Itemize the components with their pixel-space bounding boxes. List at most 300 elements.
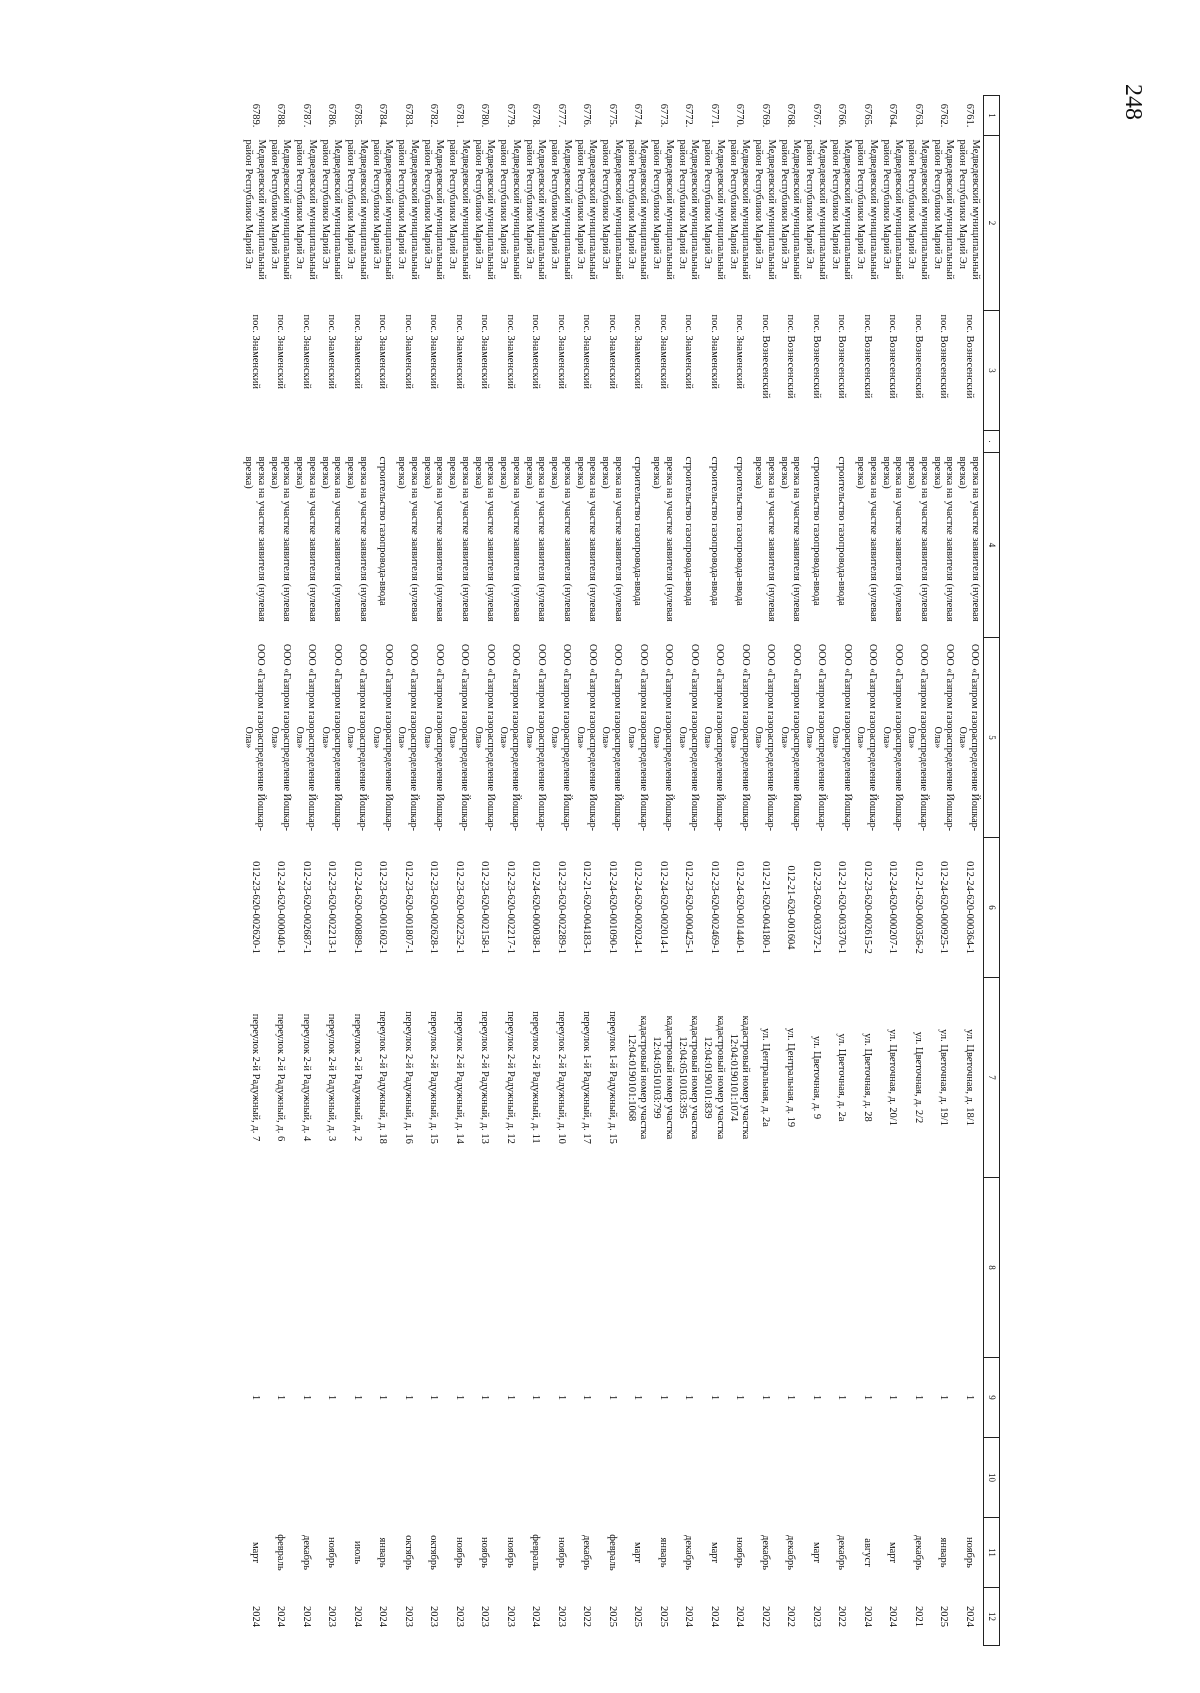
work-type-cell: врезка на участке заявителя (нулевая врезка) xyxy=(778,456,803,622)
table-row xyxy=(318,96,344,1646)
application-code-cell: 012-23-620-002687-1 xyxy=(300,861,312,954)
application-code-cell: 012-24-620-000207-1 xyxy=(887,861,899,954)
month-cell: март xyxy=(632,1542,644,1563)
settlement-cell: пос. Вознесенский xyxy=(938,314,950,399)
column-10-cell xyxy=(828,1438,854,1518)
year-cell: 2025 xyxy=(938,1606,950,1627)
column-10-cell xyxy=(777,1438,803,1518)
row-number: 6782. xyxy=(428,103,440,128)
application-code-cell: 012-23-620-002217-1 xyxy=(504,861,516,954)
district-cell: Медведевский муниципальный район Республики Марий Эл xyxy=(906,139,930,280)
row-number: 6773. xyxy=(657,103,669,128)
header-cell-1: 1 xyxy=(984,96,1000,136)
application-code-cell: 012-24-620-000040-1 xyxy=(275,861,287,954)
address-cell: переулок 2-й Радужный, д. 15 xyxy=(428,1011,440,1144)
address-cell: переулок 2-й Радужный, д. 16 xyxy=(402,1011,414,1144)
spacer-cell xyxy=(293,431,319,453)
spacer-cell xyxy=(599,431,625,453)
address-cell: переулок 1-й Радужный, д. 17 xyxy=(581,1011,593,1144)
organization-cell: ООО «Газпром газораспределение Йошкар-Ола» xyxy=(651,643,675,832)
work-type-cell: строительство газопровода-ввода xyxy=(683,456,695,606)
year-cell: 2025 xyxy=(632,1606,644,1627)
application-code-cell: 012-23-620-003372-1 xyxy=(810,861,822,954)
column-8-cell xyxy=(471,1178,497,1358)
column-10-cell xyxy=(854,1438,880,1518)
district-cell: Медведевский муниципальный район Республики Марий Эл xyxy=(574,139,599,280)
address-cell: кадастровый номер участка 12:04:0510103:395 xyxy=(676,1015,701,1140)
settlement-cell: пос. Знаменский xyxy=(683,314,695,390)
address-cell: ул. Цветочная, д. 18/1 xyxy=(963,1029,975,1126)
spacer-cell xyxy=(879,431,905,453)
spacer-cell xyxy=(267,431,293,453)
column-8-cell xyxy=(803,1178,829,1358)
column-8-cell xyxy=(777,1178,803,1358)
address-cell: переулок 2-й Радужный, д. 18 xyxy=(377,1011,389,1144)
count-cell: 1 xyxy=(938,1394,950,1401)
address-cell: ул. Цветочная, д. 2а xyxy=(836,1033,848,1122)
count-cell: 1 xyxy=(504,1394,516,1401)
district-cell: Медведевский муниципальный район Республики Марий Эл xyxy=(778,139,803,280)
count-cell: 1 xyxy=(606,1394,618,1401)
row-number: 6786. xyxy=(326,103,338,128)
organization-cell: ООО «Газпром газораспределение Йошкар-Ола» xyxy=(727,643,751,832)
header-cell-5: 5 xyxy=(984,638,1000,838)
application-code-cell: 012-23-620-000425-1 xyxy=(683,861,695,954)
application-code-cell: 012-24-620-000038-1 xyxy=(530,861,542,954)
table-row xyxy=(599,96,625,1646)
table-body xyxy=(242,96,984,1646)
work-type-cell: строительство газопровода-ввода xyxy=(734,456,746,606)
count-cell: 1 xyxy=(351,1394,363,1401)
district-cell: Медведевский муниципальный район Республики Марий Эл xyxy=(549,139,573,280)
organization-cell: ООО «Газпром газораспределение Йошкар-Ола» xyxy=(931,643,955,832)
column-8-cell xyxy=(905,1178,931,1358)
year-cell: 2024 xyxy=(963,1606,975,1627)
header-cell-11: 11 xyxy=(984,1518,1000,1588)
year-cell: 2024 xyxy=(300,1606,312,1627)
row-number: 6783. xyxy=(402,103,414,128)
column-8-cell xyxy=(318,1178,344,1358)
district-cell: Медведевский муниципальный район Республики Марий Эл xyxy=(804,139,828,280)
application-code-cell: 012-23-620-002158-1 xyxy=(479,861,491,954)
spacer-cell xyxy=(369,431,395,453)
work-type-cell: врезка на участке заявителя (нулевая врезка) xyxy=(319,456,344,622)
table-row xyxy=(777,96,803,1646)
work-type-cell: врезка на участке заявителя (нулевая врезка) xyxy=(957,456,981,622)
district-cell: Медведевский муниципальный район Республики Марий Эл xyxy=(600,139,624,280)
work-type-cell: строительство газопровода-ввода xyxy=(377,456,389,606)
work-type-cell: врезка на участке заявителя (нулевая врезка) xyxy=(906,456,930,622)
row-number: 6785. xyxy=(351,103,363,128)
application-code-cell: 012-24-620-001440-1 xyxy=(734,861,746,954)
year-cell: 2022 xyxy=(581,1606,593,1627)
year-cell: 2023 xyxy=(326,1606,338,1627)
settlement-cell: пос. Знаменский xyxy=(402,314,414,390)
year-cell: 2023 xyxy=(810,1606,822,1627)
address-cell: переулок 2-й Радужный, д. 14 xyxy=(453,1011,465,1144)
settlement-cell: пос. Знаменский xyxy=(377,314,389,390)
settlement-cell: пос. Знаменский xyxy=(581,314,593,390)
column-10-cell xyxy=(650,1438,676,1518)
row-number: 6775. xyxy=(606,103,618,128)
address-cell: переулок 2-й Радужный, д. 12 xyxy=(504,1011,516,1144)
year-cell: 2023 xyxy=(555,1606,567,1627)
year-cell: 2023 xyxy=(453,1606,465,1627)
address-cell: кадастровый номер участка 12:04:0510103:799 xyxy=(651,1015,675,1140)
district-cell: Медведевский муниципальный район Республики Марий Эл xyxy=(370,139,395,280)
row-number: 6761. xyxy=(963,103,975,128)
application-code-cell: 012-23-620-001807-1 xyxy=(402,861,414,954)
settlement-cell: пос. Вознесенский xyxy=(836,314,848,399)
column-8-cell xyxy=(293,1178,319,1358)
column-8-cell xyxy=(726,1178,752,1358)
organization-cell: ООО «Газпром газораспределение Йошкар-Ола» xyxy=(676,643,700,832)
column-8-cell xyxy=(854,1178,880,1358)
row-number: 6780. xyxy=(479,103,491,128)
row-number: 6764. xyxy=(887,103,899,128)
settlement-cell: пос. Знаменский xyxy=(657,314,669,390)
count-cell: 1 xyxy=(555,1394,567,1401)
column-10-cell xyxy=(726,1438,752,1518)
settlement-cell: пос. Знаменский xyxy=(428,314,440,390)
count-cell: 1 xyxy=(708,1394,720,1401)
settlement-cell: пос. Знаменский xyxy=(300,314,312,390)
row-number: 6778. xyxy=(530,103,542,128)
month-cell: март xyxy=(810,1542,822,1563)
address-cell: кадастровый номер участка 12:04:0190101:1068 xyxy=(625,1015,650,1140)
table-row xyxy=(242,96,268,1646)
work-type-cell: врезка на участке заявителя (нулевая врезка) xyxy=(294,456,318,622)
column-8-cell xyxy=(548,1178,574,1358)
work-type-cell: врезка на участке заявителя (нулевая врезка) xyxy=(855,456,879,622)
spacer-cell xyxy=(548,431,574,453)
row-number: 6787. xyxy=(300,103,312,128)
organization-cell: ООО «Газпром газораспределение Йошкар-Ола» xyxy=(421,643,445,832)
address-cell: переулок 2-й Радужный, д. 7 xyxy=(249,1013,261,1142)
district-cell: Медведевский муниципальный район Республики Марий Эл xyxy=(753,139,777,280)
work-type-cell: врезка на участке заявителя (нулевая врезка) xyxy=(753,456,777,622)
column-8-cell xyxy=(650,1178,676,1358)
address-cell: ул. Цветочная, д. 2/2 xyxy=(912,1031,924,1124)
address-cell: переулок 2-й Радужный, д. 4 xyxy=(300,1013,312,1142)
settlement-cell: пос. Знаменский xyxy=(275,314,287,390)
month-cell: ноябрь xyxy=(963,1537,975,1568)
year-cell: 2025 xyxy=(606,1606,618,1627)
organization-cell: ООО «Газпром газораспределение Йошкар-Ола» xyxy=(574,643,598,832)
settlement-cell: пос. Вознесенский xyxy=(963,314,975,399)
work-type-cell: врезка на участке заявителя (нулевая врезка) xyxy=(651,456,675,622)
column-10-cell xyxy=(471,1438,497,1518)
count-cell: 1 xyxy=(657,1394,669,1401)
count-cell: 1 xyxy=(402,1394,414,1401)
header-cell-12: 12 xyxy=(984,1588,1000,1646)
row-number: 6771. xyxy=(708,103,720,128)
column-10-cell xyxy=(395,1438,421,1518)
district-cell: Медведевский муниципальный район Республики Марий Эл xyxy=(727,139,752,280)
year-cell: 2024 xyxy=(275,1606,287,1627)
month-cell: январь xyxy=(657,1537,669,1568)
year-cell: 2023 xyxy=(479,1606,491,1627)
column-10-cell xyxy=(318,1438,344,1518)
spacer-cell xyxy=(701,431,727,453)
month-cell: февраль xyxy=(606,1534,618,1571)
district-cell: Медведевский муниципальный район Республики Марий Эл xyxy=(421,139,446,280)
month-cell: январь xyxy=(938,1537,950,1568)
organization-cell: ООО «Газпром газораспределение Йошкар-Ола» xyxy=(294,643,318,832)
district-cell: Медведевский муниципальный район Республики Марий Эл xyxy=(829,139,854,280)
organization-cell: ООО «Газпром газораспределение Йошкар-Ола» xyxy=(778,643,802,832)
work-type-cell: строительство газопровода-ввода xyxy=(810,456,822,606)
district-cell: Медведевский муниципальный район Республики Марий Эл xyxy=(396,139,420,280)
month-cell: март xyxy=(249,1542,261,1563)
spacer-cell xyxy=(573,431,599,453)
month-cell: декабрь xyxy=(300,1535,312,1570)
settlement-cell: пос. Знаменский xyxy=(708,314,720,390)
year-cell: 2024 xyxy=(249,1606,261,1627)
row-number: 6774. xyxy=(632,103,644,128)
column-10-cell xyxy=(497,1438,523,1518)
spacer-cell xyxy=(650,431,676,453)
count-cell: 1 xyxy=(453,1394,465,1401)
spacer-cell xyxy=(854,431,880,453)
count-cell: 1 xyxy=(963,1394,975,1401)
year-cell: 2024 xyxy=(377,1606,389,1627)
spacer-cell xyxy=(675,431,701,453)
row-number: 6765. xyxy=(861,103,873,128)
month-cell: ноябрь xyxy=(504,1537,516,1568)
work-type-cell: врезка на участке заявителя (нулевая врезка) xyxy=(600,456,624,622)
district-cell: Медведевский муниципальный район Республики Марий Эл xyxy=(676,139,701,280)
work-type-cell: врезка на участке заявителя (нулевая врезка) xyxy=(421,456,446,622)
table-row xyxy=(420,96,446,1646)
application-code-cell: 012-24-620-000364-1 xyxy=(963,861,975,954)
column-10-cell xyxy=(701,1438,727,1518)
month-cell: октябрь xyxy=(402,1535,414,1570)
row-number: 6770. xyxy=(734,103,746,128)
work-type-cell: врезка на участке заявителя (нулевая врезка) xyxy=(268,456,293,622)
column-10-cell xyxy=(267,1438,293,1518)
header-cell-dot: . xyxy=(984,431,1000,453)
settlement-cell: пос. Знаменский xyxy=(530,314,542,390)
district-cell: Медведевский муниципальный район Республики Марий Эл xyxy=(319,139,344,280)
row-number: 6763. xyxy=(912,103,924,128)
table-row xyxy=(573,96,599,1646)
organization-cell: ООО «Газпром газораспределение Йошкар-Ола» xyxy=(472,643,496,832)
table-row xyxy=(497,96,523,1646)
header-cell-4: 4 xyxy=(984,453,1000,638)
column-10-cell xyxy=(446,1438,472,1518)
application-code-cell: 012-23-620-002213-1 xyxy=(326,861,338,954)
address-cell: переулок 2-й Радужный, д. 3 xyxy=(326,1013,338,1142)
spacer-cell xyxy=(318,431,344,453)
month-cell: декабрь xyxy=(581,1535,593,1570)
settlement-cell: пос. Вознесенский xyxy=(887,314,899,399)
organization-cell: ООО «Газпром газораспределение Йошкар-Ола» xyxy=(319,643,343,832)
row-number: 6768. xyxy=(785,103,797,128)
month-cell: октябрь xyxy=(428,1535,440,1570)
application-code-cell: 012-21-620-001604 xyxy=(785,865,797,950)
year-cell: 2022 xyxy=(785,1606,797,1627)
organization-cell: ООО «Газпром газораспределение Йошкар-Ола» xyxy=(804,643,828,832)
organization-cell: ООО «Газпром газораспределение Йошкар-Ола» xyxy=(957,643,981,832)
table-row xyxy=(344,96,370,1646)
column-8-cell xyxy=(344,1178,370,1358)
count-cell: 1 xyxy=(683,1394,695,1401)
month-cell: ноябрь xyxy=(479,1537,491,1568)
count-cell: 1 xyxy=(581,1394,593,1401)
work-type-cell: врезка на участке заявителя (нулевая врезка) xyxy=(472,456,497,622)
count-cell: 1 xyxy=(428,1394,440,1401)
application-code-cell: 012-24-620-001090-1 xyxy=(606,861,618,954)
month-cell: декабрь xyxy=(912,1535,924,1570)
organization-cell: ООО «Газпром газораспределение Йошкар-Ола» xyxy=(268,643,292,832)
work-type-cell: врезка на участке заявителя (нулевая врезка) xyxy=(523,456,548,622)
table-row xyxy=(675,96,701,1646)
count-cell: 1 xyxy=(912,1394,924,1401)
district-cell: Медведевский муниципальный район Республики Марий Эл xyxy=(523,139,548,280)
organization-cell: ООО «Газпром газораспределение Йошкар-Ола» xyxy=(625,643,649,832)
rotated-page-content xyxy=(200,95,1000,1645)
application-code-cell: 012-23-620-002289-1 xyxy=(555,861,567,954)
settlement-cell: пос. Знаменский xyxy=(249,314,261,390)
application-code-cell: 012-23-620-002628-1 xyxy=(428,861,440,954)
settlement-cell: пос. Вознесенский xyxy=(861,314,873,399)
month-cell: март xyxy=(887,1542,899,1563)
column-10-cell xyxy=(548,1438,574,1518)
table-row xyxy=(701,96,727,1646)
table-row xyxy=(650,96,676,1646)
address-cell: кадастровый номер участка 12:04:0190101:839 xyxy=(702,1015,726,1140)
table-row xyxy=(369,96,395,1646)
month-cell: февраль xyxy=(275,1534,287,1571)
district-cell: Медведевский муниципальный район Республики Марий Эл xyxy=(472,139,497,280)
application-code-cell: 012-24-620-002014-1 xyxy=(657,861,669,954)
application-code-cell: 012-23-620-002469-1 xyxy=(708,861,720,954)
organization-cell: ООО «Газпром газораспределение Йошкар-Ола» xyxy=(702,643,726,832)
table-row xyxy=(956,96,984,1646)
address-cell: кадастровый номер участка 12:04:0190101:1074 xyxy=(727,1015,752,1140)
header-cell-9: 9 xyxy=(984,1358,1000,1438)
table-row xyxy=(522,96,548,1646)
month-cell: ноябрь xyxy=(453,1537,465,1568)
table-row xyxy=(803,96,829,1646)
column-10-cell xyxy=(293,1438,319,1518)
column-10-cell xyxy=(242,1438,268,1518)
column-8-cell xyxy=(497,1178,523,1358)
settlement-cell: пос. Знаменский xyxy=(606,314,618,390)
column-8-cell xyxy=(242,1178,268,1358)
count-cell: 1 xyxy=(785,1394,797,1401)
application-code-cell: 012-23-620-002620-1 xyxy=(249,861,261,954)
count-cell: 1 xyxy=(836,1394,848,1401)
application-code-cell: 012-21-620-004183-1 xyxy=(581,861,593,954)
spacer-cell xyxy=(242,431,268,453)
table-row xyxy=(548,96,574,1646)
application-code-cell: 012-23-620-002615-2 xyxy=(861,861,873,954)
column-8-cell xyxy=(752,1178,778,1358)
work-type-cell: строительство газопровода-ввода xyxy=(632,456,644,606)
month-cell: ноябрь xyxy=(326,1537,338,1568)
address-cell: переулок 1-й Радужный, д. 15 xyxy=(606,1011,618,1144)
organization-cell: ООО «Газпром газораспределение Йошкар-Ола» xyxy=(370,643,394,832)
work-type-cell: врезка на участке заявителя (нулевая врезка) xyxy=(243,456,267,622)
work-type-cell: врезка на участке заявителя (нулевая врезка) xyxy=(574,456,599,622)
district-cell: Медведевский муниципальный район Республики Марий Эл xyxy=(243,139,267,280)
table-row xyxy=(905,96,931,1646)
settlement-cell: пос. Знаменский xyxy=(555,314,567,390)
table-row xyxy=(293,96,319,1646)
spacer-cell xyxy=(905,431,931,453)
organization-cell: ООО «Газпром газораспределение Йошкар-Ола» xyxy=(243,643,267,832)
address-cell: переулок 2-й Радужный, д. 6 xyxy=(275,1013,287,1142)
district-cell: Медведевский муниципальный район Республики Марий Эл xyxy=(880,139,905,280)
settlement-cell: пос. Знаменский xyxy=(734,314,746,390)
header-cell-7: 7 xyxy=(984,978,1000,1178)
settlement-cell: пос. Вознесенский xyxy=(785,314,797,399)
organization-cell: ООО «Газпром газораспределение Йошкар-Ола» xyxy=(447,643,471,832)
column-10-cell xyxy=(624,1438,650,1518)
settlement-cell: пос. Знаменский xyxy=(504,314,516,390)
table-row xyxy=(930,96,956,1646)
work-type-cell: врезка на участке заявителя (нулевая врезка) xyxy=(396,456,420,622)
year-cell: 2024 xyxy=(351,1606,363,1627)
spacer-cell xyxy=(956,431,984,453)
column-10-cell xyxy=(752,1438,778,1518)
row-number: 6779. xyxy=(504,103,516,128)
settlement-cell: пос. Знаменский xyxy=(632,314,644,390)
column-8-cell xyxy=(446,1178,472,1358)
spacer-cell xyxy=(344,431,370,453)
address-cell: переулок 2-й Радужный, д. 2 xyxy=(351,1013,363,1142)
address-cell: переулок 2-й Радужный, д. 11 xyxy=(530,1011,542,1144)
month-cell: август xyxy=(861,1538,873,1567)
header-row xyxy=(984,96,1000,1646)
district-cell: Медведевский муниципальный район Республики Марий Эл xyxy=(625,139,650,280)
column-8-cell xyxy=(369,1178,395,1358)
spacer-cell xyxy=(624,431,650,453)
district-cell: Медведевский муниципальный район Республики Марий Эл xyxy=(268,139,293,280)
month-cell: декабрь xyxy=(683,1535,695,1570)
address-cell: переулок 2-й Радужный, д. 10 xyxy=(555,1011,567,1144)
header-cell-8: 8 xyxy=(984,1178,1000,1358)
header-cell-3: 3 xyxy=(984,311,1000,431)
row-number: 6769. xyxy=(759,103,771,128)
spacer-cell xyxy=(522,431,548,453)
application-code-cell: 012-24-620-000889-1 xyxy=(351,861,363,954)
organization-cell: ООО «Газпром газораспределение Йошкар-Ола» xyxy=(829,643,853,832)
count-cell: 1 xyxy=(530,1394,542,1401)
month-cell: февраль xyxy=(530,1534,542,1571)
district-cell: Медведевский муниципальный район Республики Марий Эл xyxy=(498,139,522,280)
column-8-cell xyxy=(828,1178,854,1358)
work-type-cell: строительство газопровода-ввода xyxy=(708,456,720,606)
organization-cell: ООО «Газпром газораспределение Йошкар-Ола» xyxy=(906,643,930,832)
gas-connection-table xyxy=(242,95,1001,1646)
column-10-cell xyxy=(879,1438,905,1518)
organization-cell: ООО «Газпром газораспределение Йошкар-Ола» xyxy=(600,643,624,832)
work-type-cell: врезка на участке заявителя (нулевая врезка) xyxy=(447,456,471,622)
count-cell: 1 xyxy=(326,1394,338,1401)
district-cell: Медведевский муниципальный район Республики Марий Эл xyxy=(447,139,471,280)
district-cell: Медведевский муниципальный район Республики Марий Эл xyxy=(855,139,879,280)
row-number: 6784. xyxy=(377,103,389,128)
spacer-cell xyxy=(803,431,829,453)
address-cell: ул. Цветочная, д. 20/1 xyxy=(887,1029,899,1126)
year-cell: 2025 xyxy=(657,1606,669,1627)
address-cell: ул. Цветочная, д. 19/1 xyxy=(938,1029,950,1126)
table-row xyxy=(471,96,497,1646)
column-10-cell xyxy=(369,1438,395,1518)
